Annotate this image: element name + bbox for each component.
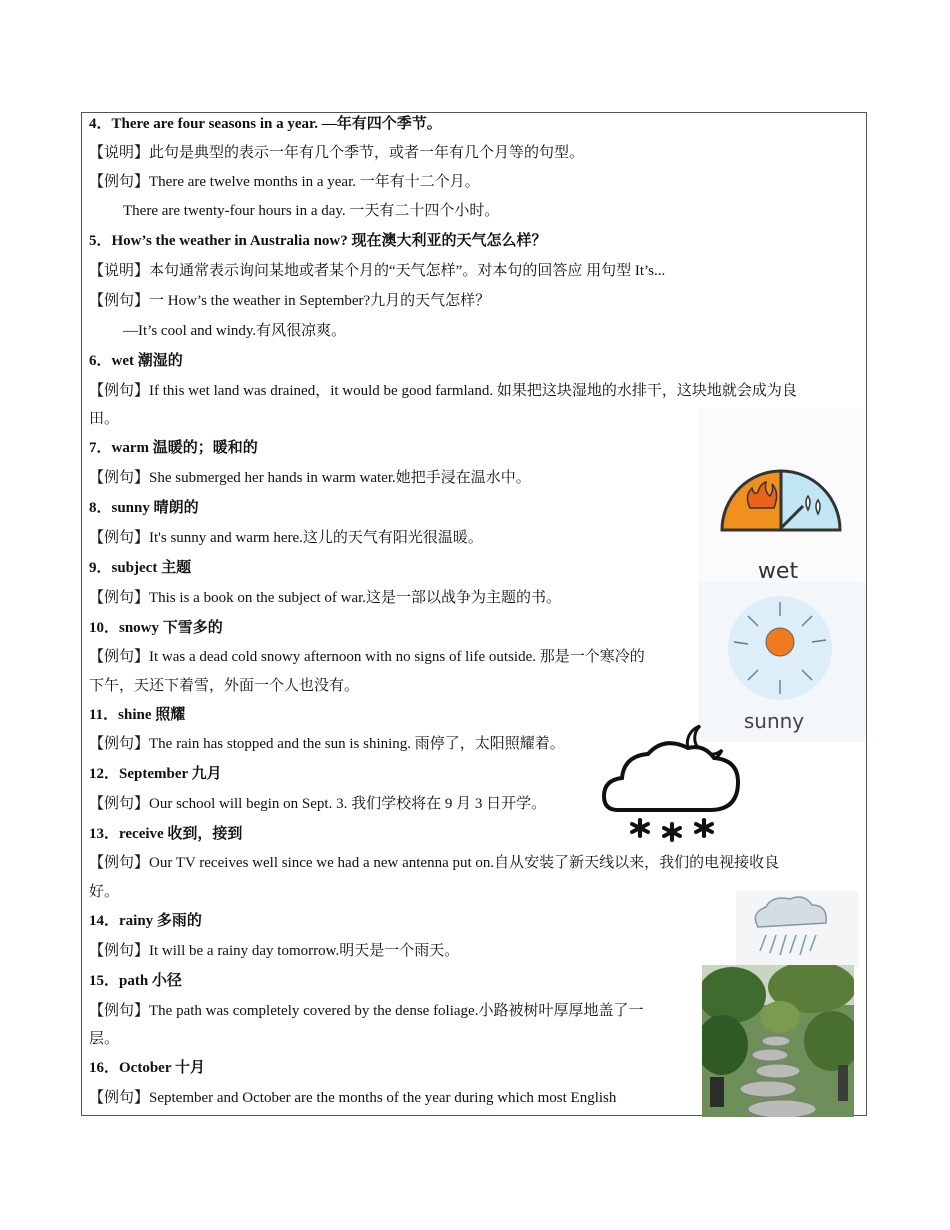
item-5-example-1: 【例句】一 How’s the weather in September?九月的天气怎样？ xyxy=(89,293,491,309)
item-8-example: 【例句】It's sunny and warm here.这儿的天气有阳光很温暖。 xyxy=(89,530,483,546)
item-13-example: 【例句】Our TV receives well since we had a new antenna put on.自从安装了新天线以来，我们的电视接收良 xyxy=(89,855,780,871)
snowy-night-illustration xyxy=(600,722,745,844)
item-4-heading: 4．There are four seasons in a year. —年有四个季节。 xyxy=(89,116,442,132)
item-9-example: 【例句】This is a book on the subject of war.这是一部以战争为主题的书。 xyxy=(89,590,562,606)
item-13-example-cont: 好。 xyxy=(89,884,120,900)
item-15-example: 【例句】The path was completely covered by the dense foliage.小路被树叶厚厚地盖了一 xyxy=(89,1003,644,1019)
item-10-example-cont: 下午，天还下着雪，外面一个人也没有。 xyxy=(89,678,360,694)
item-10-example: 【例句】It was a dead cold snowy afternoon with no signs of life outside. 那是一个寒冷的 xyxy=(89,649,645,665)
item-6-example: 【例句】If this wet land was drained，it would be good farmland. 如果把这块湿地的水排干，这块地就会成为良 xyxy=(89,383,797,399)
item-11-heading: 11．shine 照耀 xyxy=(89,707,186,723)
item-14-example: 【例句】It will be a rainy day tomorrow.明天是一个雨天。 xyxy=(89,943,460,959)
item-15-example-cont: 层。 xyxy=(89,1031,120,1047)
item-8-heading: 8．sunny 晴朗的 xyxy=(89,500,199,516)
garden-path-photo xyxy=(702,965,854,1117)
item-9-heading: 9．subject 主题 xyxy=(89,560,192,576)
item-16-heading: 16．October 十月 xyxy=(89,1060,205,1076)
wet-weather-illustration xyxy=(698,408,863,582)
snowflakes-icon xyxy=(632,820,712,840)
item-6-heading: 6．wet 潮湿的 xyxy=(89,353,183,369)
item-7-example: 【例句】She submerged her hands in warm water.她把手浸在温水中。 xyxy=(89,470,531,486)
wet-label: wet xyxy=(757,559,799,582)
item-14-heading: 14．rainy 多雨的 xyxy=(89,913,202,929)
item-5-explanation: 【说明】本句通常表示询问某地或者某个月的“天气怎样”。对本句的回答应 用句型 It’s... xyxy=(89,263,666,279)
item-5-heading: 5．How’s the weather in Australia now? 现在澳大利亚的天气怎么样？ xyxy=(89,233,547,249)
item-13-heading: 13．receive 收到，接到 xyxy=(89,826,243,842)
item-4-example-2: There are twenty-four hours in a day. 一天有二十四个小时。 xyxy=(123,203,500,219)
item-11-example: 【例句】The rain has stopped and the sun is shining. 雨停了，太阳照耀着。 xyxy=(89,736,565,752)
item-10-heading: 10．snowy 下雪多的 xyxy=(89,620,223,636)
sunny-weather-illustration xyxy=(698,582,866,742)
item-7-heading: 7．warm 温暖的；暖和的 xyxy=(89,440,258,456)
item-6-example-cont: 田。 xyxy=(89,411,120,427)
item-12-heading: 12．September 九月 xyxy=(89,766,222,782)
rainy-weather-illustration xyxy=(736,891,858,967)
item-4-explanation: 【说明】此句是典型的表示一年有几个季节，或者一年有几个月等的句型。 xyxy=(89,145,585,161)
sun-icon xyxy=(766,628,794,656)
item-12-example: 【例句】Our school will begin on Sept. 3. 我们学校将在 9 月 3 日开学。 xyxy=(89,796,547,812)
item-4-example-1: 【例句】There are twelve months in a year. 一年有十二个月。 xyxy=(89,174,480,190)
item-16-example: 【例句】September and October are the months of the year during which most English xyxy=(89,1090,617,1106)
item-5-example-2: —It’s cool and windy.有风很凉爽。 xyxy=(123,323,347,339)
sunny-label: sunny xyxy=(743,709,805,733)
item-15-heading: 15．path 小径 xyxy=(89,973,182,989)
